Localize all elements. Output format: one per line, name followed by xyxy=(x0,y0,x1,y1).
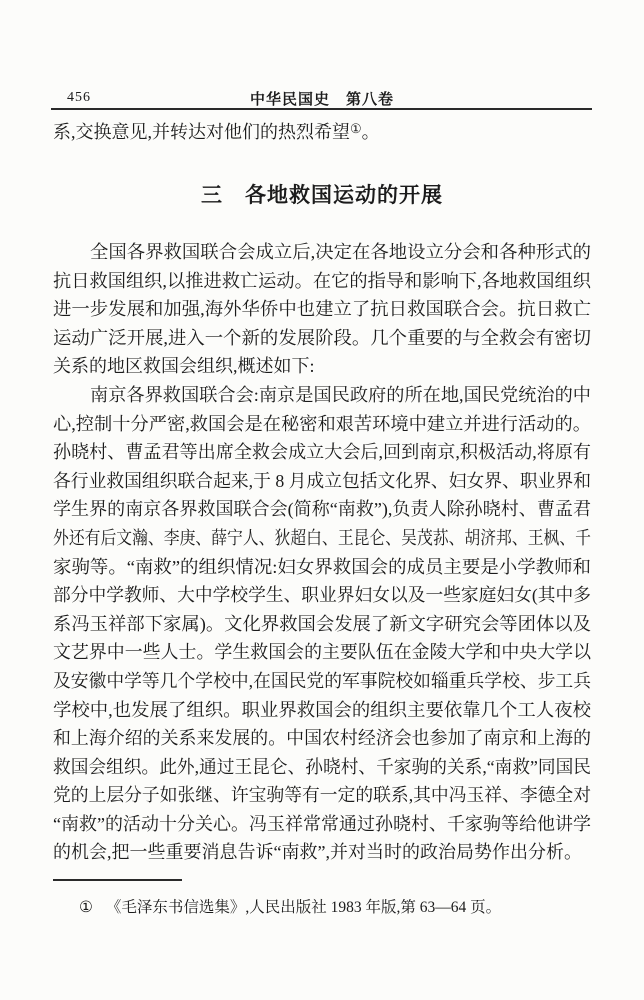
intro-line-text: 系,交换意见,并转达对他们的热烈希望 xyxy=(53,122,350,142)
body-line: 和上海介绍的关系来发展的。中国农村经济会也参加了南京和上海的 xyxy=(53,728,591,749)
body-text xyxy=(53,238,591,867)
section-title: 各地救国运动的开展 xyxy=(245,184,443,207)
header-book-title: 中华民国史 第八卷 xyxy=(249,91,394,108)
body-line: 及安徽中学等几个学校中,在国民党的军事院校如辎重兵学校、步工兵 xyxy=(53,670,591,691)
intro-line xyxy=(53,120,380,144)
body-line: 系冯玉祥部下家属)。文化界救国会发展了新文字研究会等团体以及 xyxy=(53,613,591,634)
body-line: 文艺界中一些人士。学生救国会的主要队伍在金陵大学和中央大学以 xyxy=(53,642,591,663)
footnote-rule xyxy=(53,879,182,881)
header-rule xyxy=(51,108,592,110)
body-line: 救国会组织。此外,通过王昆仑、孙晓村、千家驹的关系,“南救”同国民 xyxy=(53,756,591,777)
footnote-marker: ① xyxy=(79,899,93,916)
body-line: 家驹等。“南救”的组织情况:妇女界救国会的成员主要是小学教师和 xyxy=(53,556,591,577)
body-line: 南京各界救国联合会:南京是国民政府的所在地,国民党统治的中 xyxy=(90,384,591,405)
footnote-reference-marker: ① xyxy=(350,121,362,136)
intro-line-period: 。 xyxy=(361,122,380,142)
body-line: 孙晓村、曹孟君等出席全救会成立大会后,回到南京,积极活动,将原有 xyxy=(53,442,592,463)
section-heading xyxy=(0,179,644,209)
footnote-text: 《毛泽东书信选集》,人民出版社 1983 年版,第 63—64 页。 xyxy=(105,899,502,916)
body-line: 心,控制十分严密,救国会是在秘密和艰苦环境中建立并进行活动的。 xyxy=(53,413,591,434)
body-line: 学生界的南京各界救国联合会(简称“南救”),负责人除孙晓村、曹孟君 xyxy=(53,499,591,520)
body-line: 全国各界救国联合会成立后,决定在各地设立分会和各种形式的 xyxy=(90,242,591,262)
body-line: 关系的地区救国会组织,概述如下: xyxy=(53,356,315,377)
body-line: 进一步发展和加强,海外华侨中也建立了抗日救国联合会。抗日救亡 xyxy=(53,299,591,320)
body-line: 学校中,也发展了组织。职业界救国会的组织主要依靠几个工人夜校 xyxy=(53,699,591,720)
body-line: 的机会,把一些重要消息告诉“南救”,并对当时的政治局势作出分析。 xyxy=(53,842,582,863)
body-line: 抗日救国组织,以推进救亡运动。在它的指导和影响下,各地救国组织 xyxy=(53,270,591,291)
body-line: 部分中学教师、大中学校学生、职业界妇女以及一些家庭妇女(其中多 xyxy=(53,585,591,606)
body-line: 运动广泛开展,进入一个新的发展阶段。几个重要的与全救会有密切 xyxy=(53,327,591,348)
section-number: 三 xyxy=(201,184,223,207)
body-line: 外还有后文瀚、李庚、薛宁人、狄超白、王昆仑、吴茂荪、胡济邦、王枫、千 xyxy=(53,527,591,548)
body-line: 各行业救国组织联合起来,于 8 月成立包括文化界、妇女界、职业界和 xyxy=(53,470,591,491)
header-page-number: 456 xyxy=(67,90,91,105)
body-line: 党的上层分子如张继、许宝驹等有一定的联系,其中冯玉祥、李德全对 xyxy=(53,785,591,806)
body-line: “南救”的活动十分关心。冯玉祥常常通过孙晓村、千家驹等给他讲学 xyxy=(53,813,591,834)
footnote xyxy=(79,897,501,918)
